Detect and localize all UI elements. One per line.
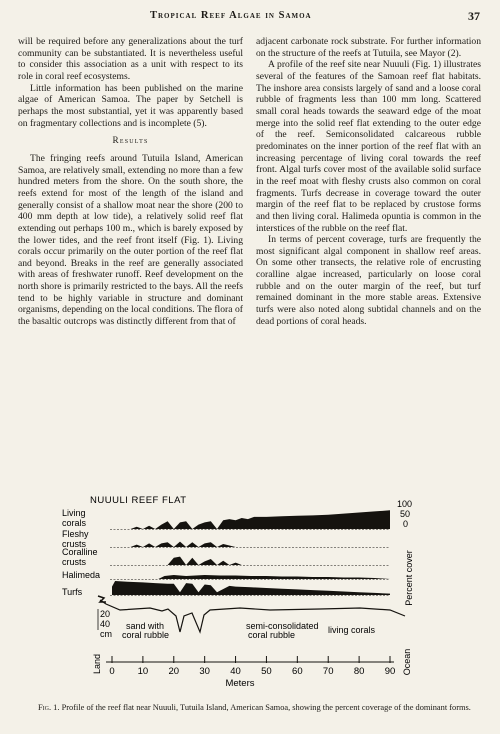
left-column <box>18 36 243 328</box>
x-tick-label: 60 <box>292 666 303 677</box>
series-area <box>112 581 390 595</box>
paragraph: A profile of the reef site near Nuuuli (Fig. 1) illustrates several of the features of the Samoan reef flat habitats. The inshore area consists largely of sand and a loose coral rubble of fragments less than 100 mm long. Scattered small coral heads towards the seaward edge of the moat merge into the solid reef flat extending to the outer edge of the reef. Semiconsolidated calcareous rubble predominates on the inner portion of the reef flat with an increasing percentage of living coral towards the reef front. Algal turfs cover most of the available solid surface in the reef moat with fleshy crusts also common on coral fragments. Turfs decrease in coverage toward the outer margin of the reef flat to be replaced by crustose forms and then living coral. Halimeda opuntia is common in the interstices of the rubble on the reef flat. <box>256 59 481 234</box>
zone-label: coral rubble <box>122 630 170 640</box>
zone-label: semi-consolidated <box>246 621 319 631</box>
section-heading: Results <box>112 135 149 146</box>
scale-tick-label: 50 <box>400 509 411 519</box>
x-tick-label: 40 <box>230 666 241 677</box>
x-tick-label: 20 <box>168 666 180 677</box>
page-header <box>0 10 500 26</box>
running-title: Tropical Reef Algae in Samoa <box>150 10 312 21</box>
x-tick-label: 90 <box>384 666 396 677</box>
caption-label: Fig. 1. <box>38 703 60 712</box>
scale-label: Percent cover <box>404 550 414 606</box>
zone-label: sand with <box>126 621 165 631</box>
x-tick-label: 50 <box>261 666 272 677</box>
scale-tick-label: 0 <box>403 519 409 529</box>
x-axis-label: Meters <box>225 678 255 689</box>
series-area <box>112 575 390 579</box>
x-tick-label: 0 <box>109 666 115 677</box>
figure-caption <box>38 702 478 713</box>
series-area <box>112 510 390 529</box>
series-area <box>112 542 390 547</box>
row-label: Fleshy <box>62 529 89 539</box>
reef-profile-chart <box>60 492 420 697</box>
row-label: Halimeda <box>62 570 101 580</box>
paragraph: adjacent carbonate rock substrate. For further information on the structure of the reefs at Tutuila, see Mayor (2). <box>256 36 481 59</box>
paragraph: will be required before any generalizations about the turf community can be substantiated. It is nevertheless useful to consider this association as a unit with respect to its role in coral reef ecosystems. <box>18 36 243 82</box>
x-tick-label: 30 <box>199 666 210 677</box>
figure-title: NUUULI REEF FLAT <box>90 495 187 506</box>
depth-tick-label: 20 <box>100 609 111 619</box>
depth-tick-label: 40 <box>100 619 111 629</box>
series-area <box>112 557 390 565</box>
zone-label: living corals <box>328 625 376 635</box>
row-label: corals <box>62 518 87 528</box>
row-label: Coralline <box>62 547 98 557</box>
paragraph: In terms of percent coverage, turfs are frequently the most significant algal component in shallow reef areas. On some other transects, the relative role of encrusting coralline algae increased, particularly on loose coral rubble and on the outer margin of the reef, but turf remained dominant in the more stable areas. Extensive turfs were also noted along subtidal channels and on the dead portions of coral heads. <box>256 234 481 327</box>
x-tick-label: 80 <box>353 666 365 677</box>
caption-text: Profile of the reef flat near Nuuuli, Tutuila Island, American Samoa, showing the percent coverage of the dominant forms. <box>61 703 471 712</box>
row-label: Turfs <box>62 587 83 597</box>
land-label: Land <box>92 653 102 675</box>
row-label: crusts <box>62 539 87 549</box>
scale-tick-label: 100 <box>397 499 413 509</box>
depth-unit: cm <box>100 629 112 639</box>
figure-reef-profile <box>60 492 420 697</box>
row-label: crusts <box>62 557 87 567</box>
right-column <box>256 36 481 327</box>
ocean-label: Ocean <box>402 648 412 676</box>
zone-label: coral rubble <box>248 630 296 640</box>
page-number: 37 <box>468 9 480 23</box>
x-tick-label: 10 <box>137 666 149 677</box>
row-label: Living <box>62 508 86 518</box>
x-tick-label: 70 <box>322 666 334 677</box>
paragraph: The fringing reefs around Tutuila Island, American Samoa, are relatively small, extending no more than a few hundred meters from the shore. On the south shore, the reefs extend for most of the length of the island and generally consist of a shallow moat near the shore (200 to 400 mm depth at low tide), a relatively solid reef flat extending out perhaps 100 m., which is barely exposed by the lower tides, and the reef front itself (Fig. 1). Living corals occur primarily on the outer portion of the reef flat and beyond. Breaks in the reef are generally associated with areas of freshwater runoff. Reef development on the north shore is primarily restricted to the bays. All the reefs tend to be highly variable in structure and dominant organisms, depending on the local conditions. The flora of the basaltic outcrops was distinctly different from that of <box>18 152 243 328</box>
paragraph: Little information has been published on the marine algae of American Samoa. The paper by Setchell is perhaps the most substantial, yet it was apparently based on fragmentary collections and is incomplete (5). <box>18 82 243 129</box>
